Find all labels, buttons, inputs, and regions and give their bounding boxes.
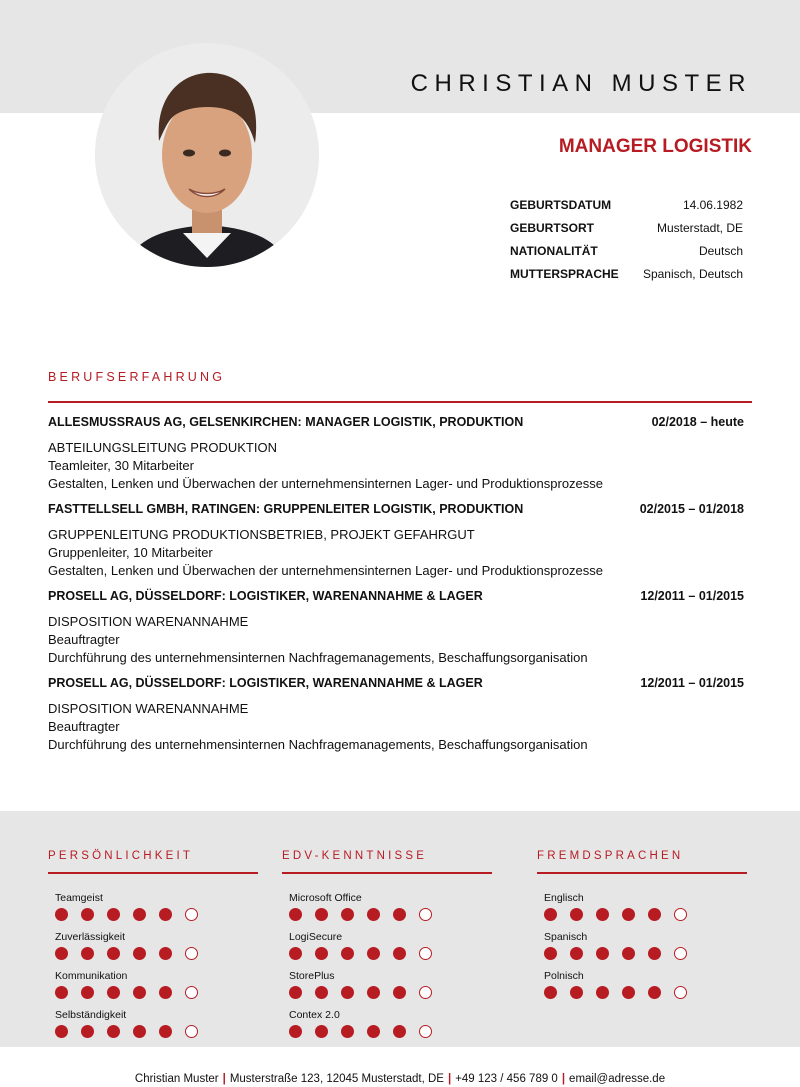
fact-value: Spanisch, Deutsch xyxy=(642,267,743,281)
job-description-line: DISPOSITION WARENANNAHME xyxy=(48,614,249,629)
fact-value: Musterstadt, DE xyxy=(656,221,743,235)
skill-rating xyxy=(544,908,687,921)
rating-dot xyxy=(185,908,198,921)
rating-dot xyxy=(570,947,583,960)
job-period: 12/2011 – 01/2015 xyxy=(640,589,744,603)
skill-item xyxy=(544,931,687,960)
rating-dot xyxy=(622,986,635,999)
rating-dot xyxy=(315,908,328,921)
rating-dot xyxy=(544,908,557,921)
rating-dot xyxy=(570,986,583,999)
skill-item xyxy=(55,931,198,960)
rating-dot xyxy=(289,947,302,960)
job-period: 12/2011 – 01/2015 xyxy=(640,676,744,690)
skills-column-rule xyxy=(48,872,258,874)
fact-row xyxy=(510,197,743,220)
rating-dot xyxy=(393,947,406,960)
skill-item xyxy=(55,892,198,921)
rating-dot xyxy=(133,1025,146,1038)
skill-item xyxy=(544,892,687,921)
footer-name: Christian Muster xyxy=(134,1073,219,1085)
rating-dot xyxy=(315,986,328,999)
rating-dot xyxy=(107,986,120,999)
skill-item xyxy=(55,1009,198,1038)
rating-dot xyxy=(341,1025,354,1038)
portrait-image xyxy=(95,43,319,267)
rating-dot xyxy=(419,1025,432,1038)
skill-name: Spanisch xyxy=(544,931,588,943)
rating-dot xyxy=(341,986,354,999)
fact-row xyxy=(510,220,743,243)
job-heading xyxy=(48,413,744,439)
rating-dot xyxy=(185,947,198,960)
rating-dot xyxy=(674,947,687,960)
skill-rating xyxy=(544,986,687,999)
footer-address: Musterstraße 123, 12045 Musterstadt, DE xyxy=(229,1073,444,1085)
rating-dot xyxy=(393,908,406,921)
rating-dot xyxy=(185,1025,198,1038)
rating-dot xyxy=(367,908,380,921)
rating-dot xyxy=(289,1025,302,1038)
job-company-role: PROSELL AG, DÜSSELDORF: LOGISTIKER, WARENANNAHME & LAGER xyxy=(48,589,483,603)
rating-dot xyxy=(55,1025,68,1038)
skill-name: Kommunikation xyxy=(55,970,128,982)
skill-rating xyxy=(289,908,432,921)
rating-dot xyxy=(55,908,68,921)
job-heading xyxy=(48,500,744,526)
fact-label: GEBURTSORT xyxy=(510,221,594,235)
candidate-name: CHRISTIAN MUSTER xyxy=(410,70,752,97)
rating-dot xyxy=(185,986,198,999)
rating-dot xyxy=(315,1025,328,1038)
job-description-line: Teamleiter, 30 Mitarbeiter xyxy=(48,458,194,473)
rating-dot xyxy=(367,1025,380,1038)
experience-list xyxy=(48,413,744,761)
skill-item xyxy=(289,892,432,921)
rating-dot xyxy=(393,986,406,999)
rating-dot xyxy=(289,908,302,921)
footer-phone: +49 123 / 456 789 0 xyxy=(455,1073,558,1085)
rating-dot xyxy=(596,908,609,921)
skill-item xyxy=(289,1009,432,1038)
rating-dot xyxy=(81,986,94,999)
skills-column-rule xyxy=(537,872,747,874)
skill-item xyxy=(289,970,432,999)
rating-dot xyxy=(674,986,687,999)
rating-dot xyxy=(159,986,172,999)
skills-column-heading: EDV-KENNTNISSE xyxy=(282,850,428,862)
rating-dot xyxy=(544,986,557,999)
rating-dot xyxy=(289,986,302,999)
skill-rating xyxy=(55,986,198,999)
job-description-line: Gestalten, Lenken und Überwachen der unternehmensinternen Lager- und Produktionsprozesse xyxy=(48,476,604,491)
rating-dot xyxy=(419,947,432,960)
fact-label: MUTTERSPRACHE xyxy=(510,267,619,281)
job-company-role: PROSELL AG, DÜSSELDORF: LOGISTIKER, WARENANNAHME & LAGER xyxy=(48,676,483,690)
footer-contact xyxy=(0,1073,800,1085)
skill-rating xyxy=(544,947,687,960)
rating-dot xyxy=(544,947,557,960)
rating-dot xyxy=(81,908,94,921)
personal-facts xyxy=(510,197,743,289)
skill-rating xyxy=(289,947,432,960)
job-description-line: GRUPPENLEITUNG PRODUKTIONSBETRIEB, PROJEKT GEFAHRGUT xyxy=(48,527,475,542)
rating-dot xyxy=(133,947,146,960)
skill-item xyxy=(55,970,198,999)
job-description-line: DISPOSITION WARENANNAHME xyxy=(48,701,249,716)
job-entry xyxy=(48,413,744,493)
fact-row xyxy=(510,266,743,289)
skill-rating xyxy=(289,986,432,999)
skill-name: LogiSecure xyxy=(289,931,343,943)
job-description-line: ABTEILUNGSLEITUNG PRODUKTION xyxy=(48,440,277,455)
job-description-line: Gestalten, Lenken und Überwachen der unternehmensinternen Lager- und Produktionsprozesse xyxy=(48,563,604,578)
rating-dot xyxy=(367,986,380,999)
job-entry xyxy=(48,587,744,667)
footer-separator: | xyxy=(222,1073,226,1085)
experience-heading: BERUFSERFAHRUNG xyxy=(48,370,226,384)
skill-rating xyxy=(289,1025,432,1038)
job-entry xyxy=(48,674,744,754)
rating-dot xyxy=(133,986,146,999)
rating-dot xyxy=(133,908,146,921)
rating-dot xyxy=(648,908,661,921)
rating-dot xyxy=(159,1025,172,1038)
rating-dot xyxy=(81,947,94,960)
skill-rating xyxy=(55,908,198,921)
job-description-line: Beauftragter xyxy=(48,632,120,647)
rating-dot xyxy=(159,947,172,960)
job-company-role: ALLESMUSSRAUS AG, GELSENKIRCHEN: MANAGER LOGISTIK, PRODUKTION xyxy=(48,415,524,429)
skill-rating xyxy=(55,1025,198,1038)
job-description-line: Durchführung des unternehmensinternen Nachfragemanagements, Beschaffungsorganisation xyxy=(48,650,588,665)
rating-dot xyxy=(159,908,172,921)
skill-item xyxy=(289,931,432,960)
rating-dot xyxy=(341,947,354,960)
skills-column-heading: PERSÖNLICHKEIT xyxy=(48,850,194,862)
rating-dot xyxy=(596,986,609,999)
skill-rating xyxy=(55,947,198,960)
rating-dot xyxy=(107,947,120,960)
skill-name: StorePlus xyxy=(289,970,335,982)
fact-label: NATIONALITÄT xyxy=(510,244,598,258)
rating-dot xyxy=(648,947,661,960)
job-entry xyxy=(48,500,744,580)
job-description-line: Durchführung des unternehmensinternen Nachfragemanagements, Beschaffungsorganisation xyxy=(48,737,588,752)
fact-label: GEBURTSDATUM xyxy=(510,198,612,212)
rating-dot xyxy=(367,947,380,960)
job-heading xyxy=(48,587,744,613)
job-company-role: FASTTELLSELL GMBH, RATINGEN: GRUPPENLEITER LOGISTIK, PRODUKTION xyxy=(48,502,524,516)
skill-item xyxy=(544,970,687,999)
skills-column-rule xyxy=(282,872,492,874)
skill-name: Polnisch xyxy=(544,970,584,982)
rating-dot xyxy=(315,947,328,960)
job-description-line: Gruppenleiter, 10 Mitarbeiter xyxy=(48,545,213,560)
rating-dot xyxy=(419,908,432,921)
rating-dot xyxy=(341,908,354,921)
rating-dot xyxy=(622,908,635,921)
skill-name: Teamgeist xyxy=(55,892,103,904)
skill-name: Contex 2.0 xyxy=(289,1009,340,1021)
skill-name: Selbständigkeit xyxy=(55,1009,127,1021)
rating-dot xyxy=(622,947,635,960)
rating-dot xyxy=(55,986,68,999)
rating-dot xyxy=(648,986,661,999)
fact-value: Deutsch xyxy=(698,244,743,258)
rating-dot xyxy=(674,908,687,921)
skills-column-heading: FREMDSPRACHEN xyxy=(537,850,684,862)
rating-dot xyxy=(107,908,120,921)
footer-email: email@adresse.de xyxy=(569,1073,666,1085)
rating-dot xyxy=(393,1025,406,1038)
rating-dot xyxy=(570,908,583,921)
profile-photo xyxy=(95,43,319,267)
rating-dot xyxy=(596,947,609,960)
skill-name: Englisch xyxy=(544,892,584,904)
rating-dot xyxy=(81,1025,94,1038)
job-heading xyxy=(48,674,744,700)
job-title: MANAGER LOGISTIK xyxy=(558,136,752,157)
footer-separator: | xyxy=(561,1073,566,1085)
rating-dot xyxy=(55,947,68,960)
rating-dot xyxy=(419,986,432,999)
fact-value: 14.06.1982 xyxy=(682,198,743,212)
footer-separator: | xyxy=(447,1073,452,1085)
job-period: 02/2018 – heute xyxy=(651,415,744,429)
skill-name: Zuverlässigkeit xyxy=(55,931,126,943)
skill-name: Microsoft Office xyxy=(289,892,362,904)
rating-dot xyxy=(107,1025,120,1038)
job-description-line: Beauftragter xyxy=(48,719,120,734)
fact-row xyxy=(510,243,743,266)
job-period: 02/2015 – 01/2018 xyxy=(639,502,744,516)
experience-rule xyxy=(48,401,752,403)
